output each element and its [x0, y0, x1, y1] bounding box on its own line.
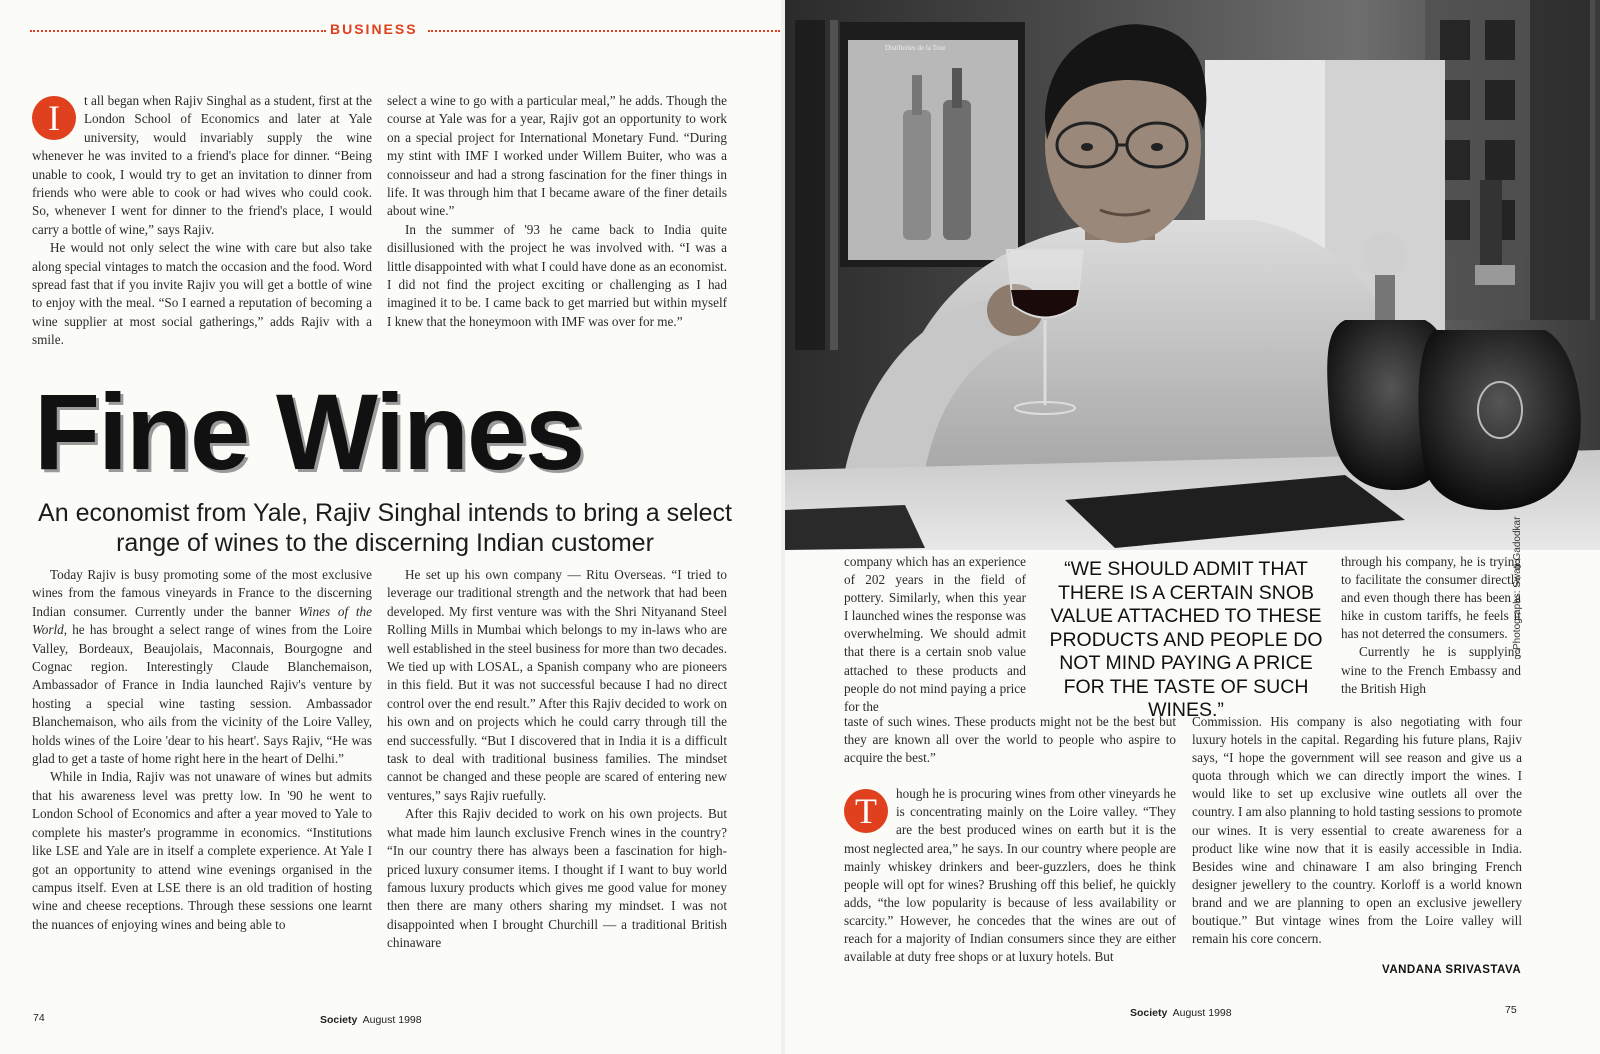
- right-col2-top: through his company, he is trying to facilitate the consumer directly and even though there has been a hike in custom tariffs, he feels it has not deterred the consumers.: [1341, 554, 1521, 642]
- dropcap-t: T: [844, 789, 888, 833]
- folio-date-right: August 1998: [1172, 1007, 1232, 1019]
- body-right-column-1-top: [844, 553, 1026, 716]
- pull-quote: “WE SHOULD ADMIT THAT THERE IS A CERTAIN SNOB VALUE ATTACHED TO THESE PRODUCTS AND PEOPLE DO NOT MIND PAYING A PRICE FOR THE TASTE OF SUCH WINES.”: [1049, 558, 1323, 721]
- body-left-column-1: [32, 566, 372, 934]
- intro-col1-p2: He would not only select the wine with care but also take along special vintages to match the occasion and the food. Word spread fast that if you invite Rajiv you will get a bottle of wine to enjoy with the meal. “So I earned a reputation of becoming a wine supplier at most social gatherings,” adds Rajiv with a smile.: [32, 240, 372, 348]
- right-col2-rest: Commission. His company is also negotiating with four luxury hotels in the capital. Regarding his future plans, Rajiv says, “I hope the government will see reason and give us a quota through which we can directly import the wines. I would like to set up exclusive wine outlets all over the country. I am also planning to hold tasting sessions to promote our wines. It is very essential to create awareness for a product like wine now that it is easily accessible in India. Besides wine and chinaware I am also bringing French designer jewellery to the country. Korloff is a world known brand and we are planning to open an exclusive jewellery boutique.” But vintage wines from the Loire valley will remain his core concern.: [1192, 714, 1522, 947]
- poster-text: Distilleries de la Tour: [885, 44, 946, 52]
- body-right-column-2: [1192, 713, 1522, 948]
- right-col1-top: company which has an experience of 202 years in the field of pottery. Similarly, when this year I launched wines the response was overwhelming. We should admit that there is a certain snob value attached to these products and people do not mind paying a price for the: [844, 554, 1027, 714]
- portrait-photo: [785, 0, 1600, 550]
- section-rule-left: [30, 30, 326, 32]
- body-col2-p1: He set up his own company — Ritu Overseas. “I tried to leverage our traditional strength and the network that had been developed. My first venture was with the Shri Nityanand Steel Rolling Mills in Mumbai which belongs to my in-laws who are well established in the steel business for more than two decades. We tied up with LOSAL, a Spanish company who are pioneers in this field. But it was not successful because I had no direct control over the end result.” After this Rajiv decided to work on his own and on projects which he could carry through till the end successfully. “But I discovered that in India it is a difficult task to deal with traditional business families. The mindset cannot be changed and these people are scared of entering new ventures,” says Rajiv ruefully.: [387, 567, 727, 803]
- folio-magazine-name: Society: [320, 1014, 358, 1026]
- folio-page-number-right: 75: [1505, 1004, 1517, 1016]
- folio-date: August 1998: [362, 1014, 422, 1026]
- section-label: BUSINESS: [330, 21, 418, 37]
- folio-magazine-name-right: Society: [1130, 1007, 1168, 1019]
- body-right-column-2-top: [1341, 553, 1521, 698]
- intro-col2-p1: select a wine to go with a particular meal,” he adds. Though the course at Yale was for a year, Rajiv got an opportunity to work on a special project for International Monetary Fund. “During my stint with IMF I worked under Willem Buiter, who was a connoisseur and had a strong fascination for the finer things in life. It was through him that I became aware of the finer details about wine.”: [387, 93, 727, 219]
- body-col1-p2: While in India, Rajiv was not unaware of wines but admits that his awareness level was pretty low. In '90 he went to London School of Economics and after a year moved to Yale to complete his master's programme in economics. “Institutions like LSE and Yale are in itself a complete experience. At Yale I got an opportunity to attend wine evenings organised in the campus itself. Even at LSE there is an old tradition of hosting wine and cheese receptions. Through these sessions one learnt the nuances of enjoying wines and being able to: [32, 769, 372, 932]
- folio-magazine-right: [1130, 1007, 1232, 1019]
- body-right-column-1: [844, 713, 1176, 966]
- section-rule-right: [428, 30, 780, 32]
- right-col1-wide: taste of such wines. These products might not be the best but they are known all over the world to people who aspire to acquire the best.”: [844, 714, 1176, 766]
- brand-name: Wines of the World: [32, 603, 372, 638]
- right-col1-p2: hough he is procuring wines from other vineyards he is concentrating mainly on the Loire valley. “They are the best produced wines on earth but it is the most neglected area,” he says. In our country where people are mainly whiskey drinkers and beer-guzzlers, does he think people will opt for wines? Brushing off this belief, he quickly adds, “the low popularity is because of less availability or scarcity.” However, he concedes that the wines are out of reach for a majority of Indian consumers since they are either available at duty free shops or at luxury hotels. But: [844, 786, 1176, 965]
- photo-credit: Photographs: Swati Gadodkar: [1512, 516, 1523, 650]
- body-left-column-2: [387, 566, 727, 953]
- byline: VANDANA SRIVASTAVA: [1382, 964, 1522, 976]
- folio-magazine-left: [320, 1014, 422, 1026]
- folio-page-number-left: 74: [33, 1012, 45, 1024]
- right-col2-top-p2: Currently he is supplying wine to the French Embassy and the British High: [1341, 644, 1521, 696]
- body-col1-p1a: Today Rajiv is busy promoting some of the most exclusive wines from the famous vineyards in France to the discerning Indian consumer. Currently under the banner: [32, 567, 372, 619]
- dropcap-i: I: [32, 96, 76, 140]
- article-title: Fine Wines: [34, 371, 584, 492]
- intro-column-2: [387, 92, 727, 331]
- photo-illustration: [785, 0, 1600, 550]
- article-subtitle: An economist from Yale, Rajiv Singhal intends to bring a select range of wines to the discerning Indian customer: [38, 499, 732, 557]
- body-col2-p2: After this Rajiv decided to work on his own projects. But what made him launch exclusive French wines in the country? “In our country there has always been a fascination for high-priced luxury consumer items. I thought if I want to buy world famous luxury products which gives me good value for money then there are many others sharing my mindset. I was not disappointed when I brought Churchill — a traditional British chinaware: [387, 806, 727, 951]
- intro-col1-p1: t all began when Rajiv Singhal as a student, first at the London School of Economics and later at Yale university, would invariably supply the wine whenever he was invited to a friend's place for dinner. “Being unable to cook, I would try to get an invitation to dinner from friends who were able to cook or had wives who could cook. So, whenever I went for dinner to the friend's place, I would carry a bottle of wine,” says Rajiv.: [32, 93, 372, 237]
- body-col1-p1b: , he has brought a select range of wines from the Loire Valley, Bordeaux, Beaujolais, Maconnais, Bourgogne and Cognac region. Interestingly Claude Blanchemaison, Ambassador of France in India launched Rajiv's venture by hosting a special wine tasting session. Ambassador Blanchemaison, who ails from the vicinity of the Loire Valley, holds wines of the Loire 'dear to his heart'. Says Rajiv, “He was glad to get a taste of home right here in the heart of Delhi.”: [32, 622, 372, 767]
- intro-column-1: [32, 92, 372, 350]
- intro-col2-p2: In the summer of '93 he came back to India quite disillusioned with the project he was involved with. “I was a little disappointed with what I could have done as an economist. I did not find the project exciting or challenging as I had imagined it to be. I came back to get married but within myself I knew that the honeymoon with IMF was over for me.”: [387, 221, 727, 329]
